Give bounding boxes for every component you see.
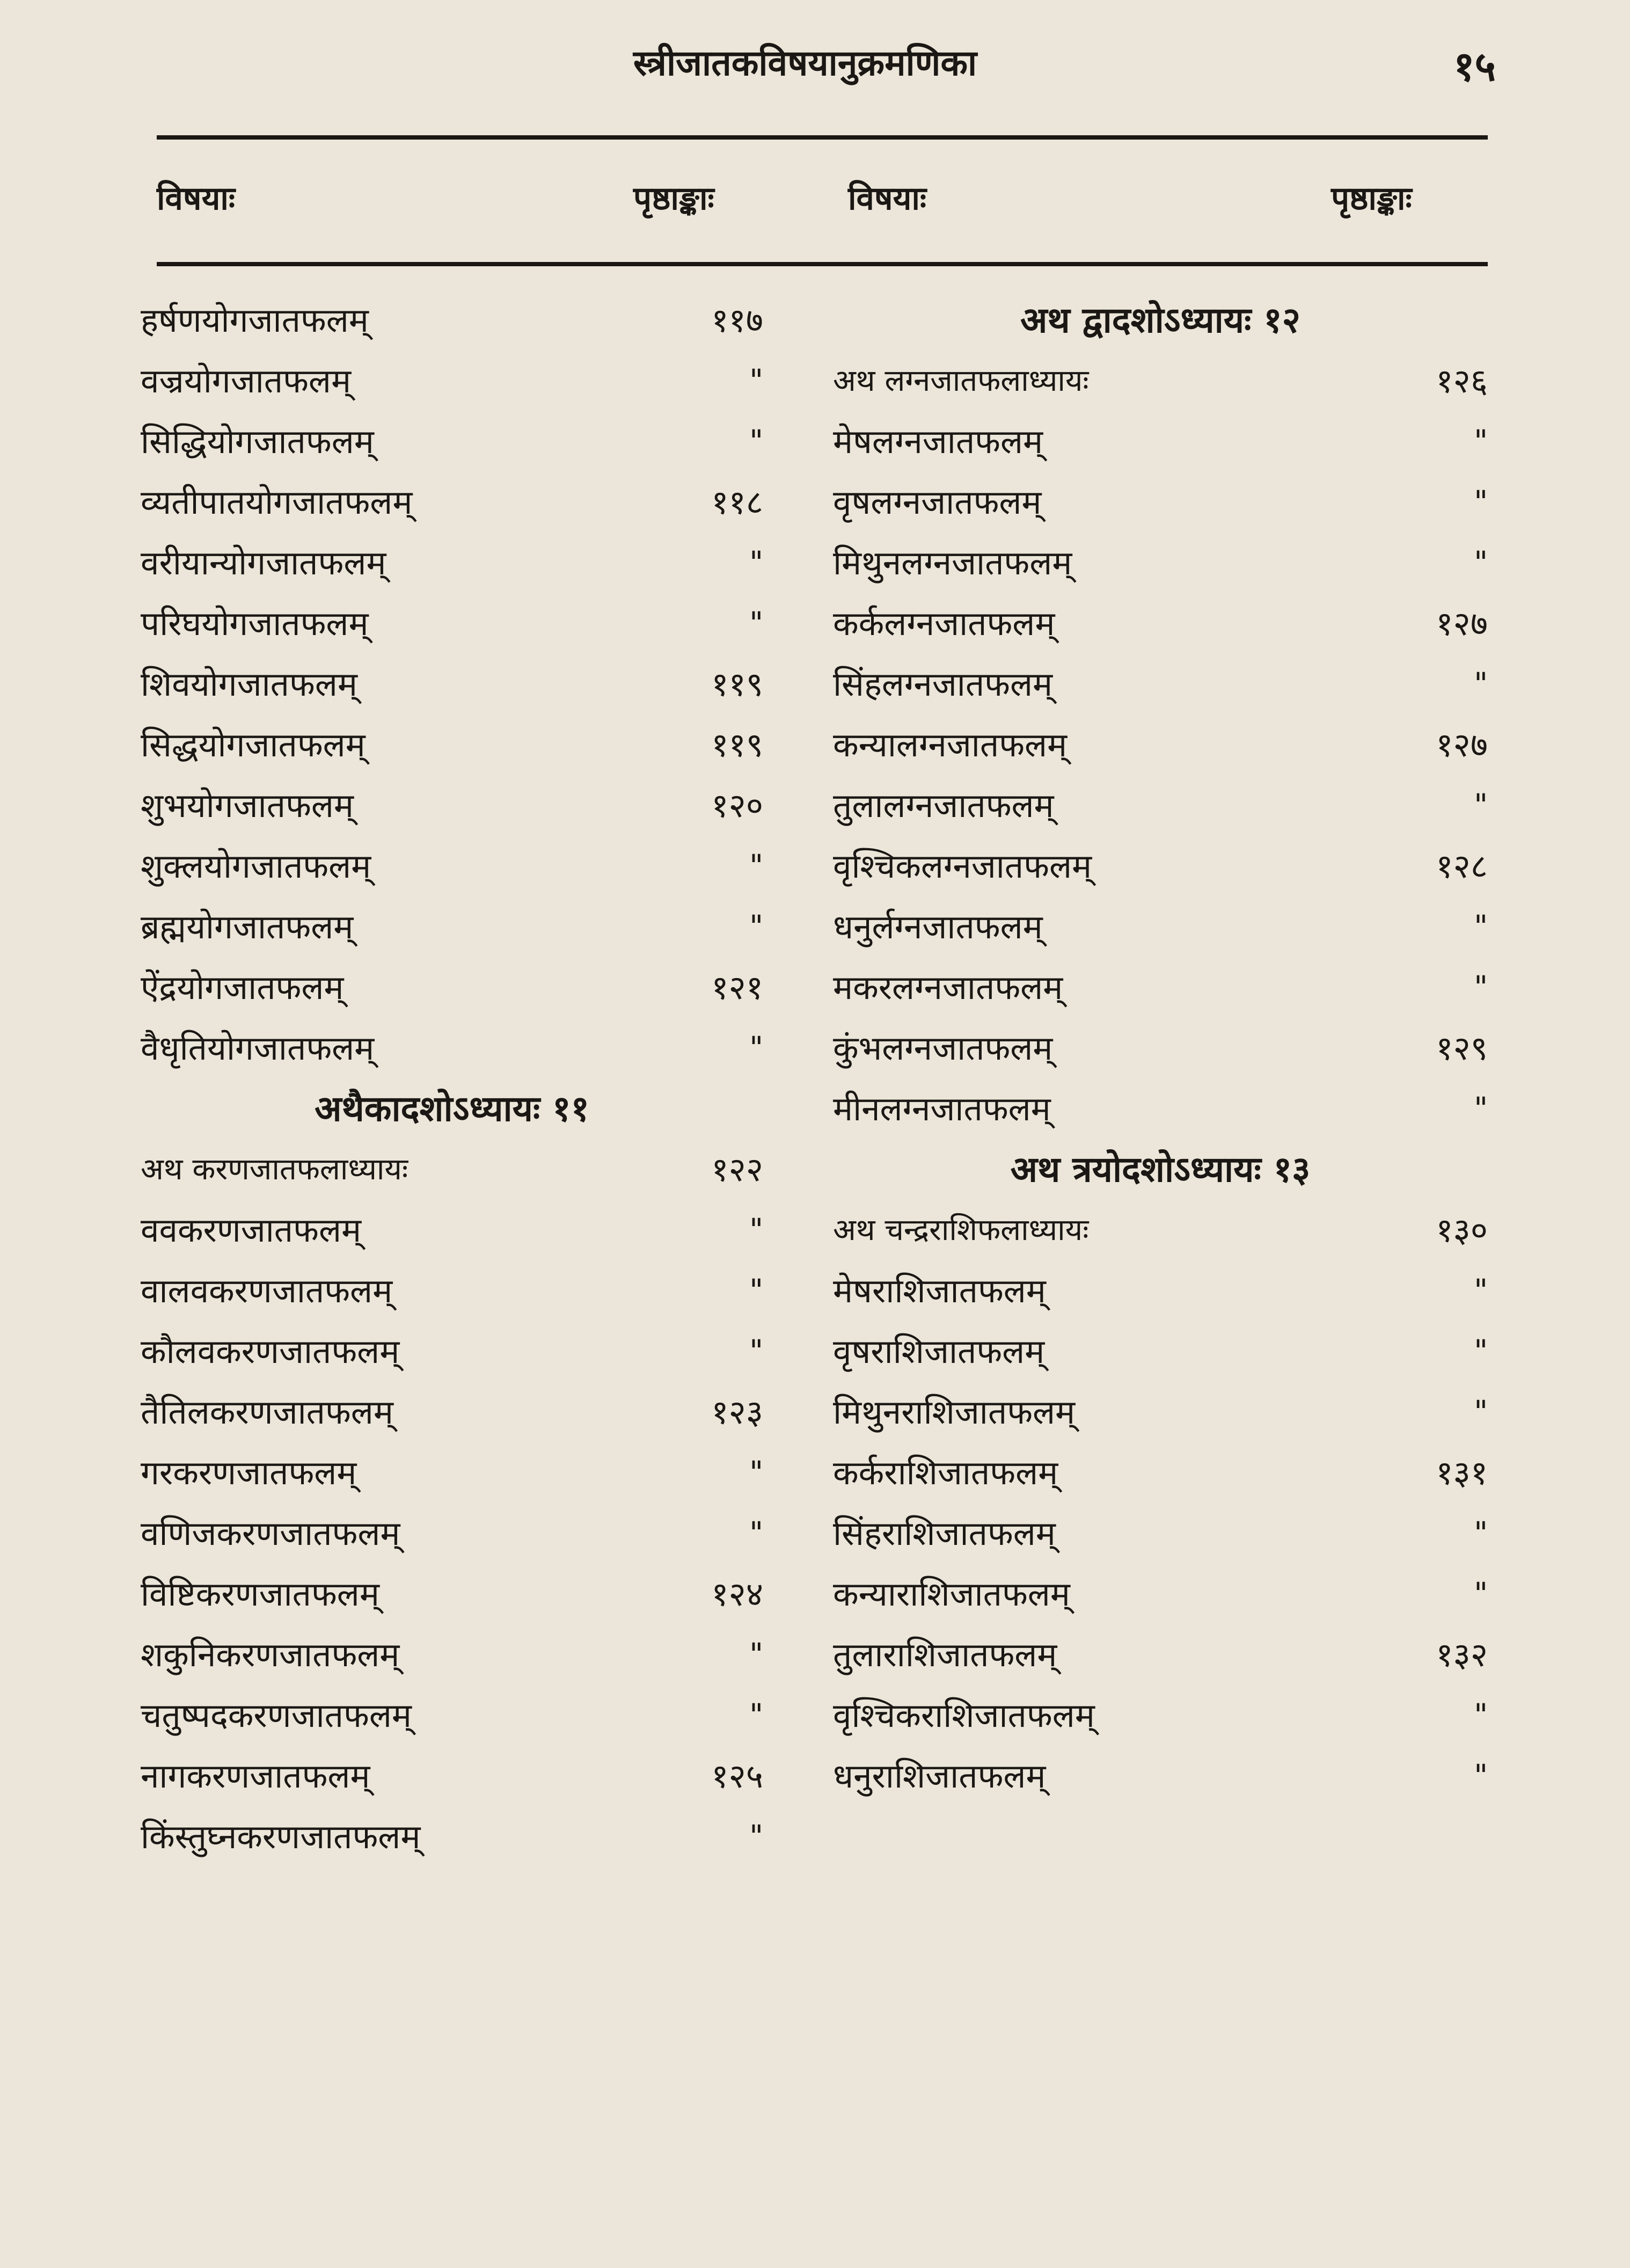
chapter-heading [833,1139,1488,1200]
entry-page-number: " [749,1819,763,1854]
toc-entry [141,896,763,957]
toc-entry [833,1746,1488,1806]
chapter-heading [141,1078,763,1139]
entry-title: सिद्धियोगजातफलम् [141,422,374,461]
toc-entry [833,1503,1488,1564]
entry-title: विष्टिकरणजातफलम् [141,1574,379,1614]
entry-page-number: " [749,1637,763,1672]
entry-page-number: १२० [711,786,763,825]
entry-title: हर्षणयोगजातफलम् [141,301,369,340]
chapter-title: अथैकादशोऽध्यायः ११ [315,1088,589,1129]
entry-page-number: " [749,1516,763,1551]
toc-entry [833,1685,1488,1746]
entry-title: अथ चन्द्रराशिफलाध्यायः [833,1213,1089,1248]
toc-entry [833,896,1488,957]
toc-entry [833,775,1488,836]
entry-page-number: " [749,1031,763,1066]
toc-entry [833,1442,1488,1503]
entry-title: किंस्तुघ्नकरणजातफलम् [141,1817,421,1856]
entry-title: शुभयोगजातफलम् [141,786,354,825]
toc-entry [141,775,763,836]
entry-title: मीनलग्नजातफलम् [833,1089,1051,1128]
toc-entry [141,836,763,896]
entry-page-number: " [1474,909,1488,944]
entry-page-number: १२९ [1436,1029,1488,1068]
entry-page-number: १३१ [1436,1453,1488,1492]
toc-entry [833,411,1488,472]
entry-page-number: " [1474,1759,1488,1793]
entry-page-number: " [749,545,763,580]
entry-title: मेषलग्नजातफलम् [833,422,1043,461]
right-column [833,290,1488,1806]
toc-entry [141,1018,763,1078]
entry-title: मिथुनराशिजातफलम् [833,1392,1076,1432]
entry-page-number: " [1474,1273,1488,1308]
entry-page-number: " [1474,1577,1488,1611]
entry-page-number: " [749,1213,763,1248]
entry-title: कन्याराशिजातफलम् [833,1574,1070,1614]
entry-page-number: " [1474,545,1488,580]
chapter-heading [833,290,1488,351]
entry-page-number: " [749,363,763,398]
entry-title: नागकरणजातफलम् [141,1756,370,1796]
entry-title: तुलाराशिजातफलम् [833,1635,1057,1674]
entry-title: कन्यालग्नजातफलम् [833,725,1068,764]
entry-title: शुक्लयोगजातफलम् [141,847,371,886]
toc-entry [141,351,763,411]
right-page-heading: पृष्ठाङ्काः [1331,180,1412,217]
top-rule [157,135,1488,140]
header-rule [157,262,1488,266]
toc-entry [141,593,763,654]
left-column [141,290,763,1867]
toc-entry [833,654,1488,714]
entry-title: वणिजकरणजातफलम् [141,1514,400,1553]
entry-title: वालवकरणजातफलम् [141,1271,393,1310]
toc-entry [833,836,1488,896]
toc-entry [141,533,763,593]
toc-entry [833,714,1488,775]
entry-page-number: " [1474,1334,1488,1369]
entry-page-number: " [749,1455,763,1490]
entry-title: सिंहराशिजातफलम् [833,1514,1056,1553]
toc-entry [833,1564,1488,1624]
entry-page-number: " [1474,667,1488,702]
toc-entry [141,1503,763,1564]
entry-page-number: १२१ [711,968,763,1007]
entry-title: परिघयोगजातफलम् [141,604,369,643]
entry-page-number: " [1474,1698,1488,1733]
toc-entry [141,654,763,714]
toc-entry [833,351,1488,411]
toc-entry [833,472,1488,533]
entry-title: धनुर्लग्नजातफलम् [833,907,1043,946]
entry-page-number: १३० [1436,1210,1488,1250]
page-title: स्त्रीजातकविषयानुक्रमणिका [633,42,977,84]
toc-entry [833,593,1488,654]
right-subject-heading: विषयाः [848,180,927,217]
entry-page-number: " [1474,1395,1488,1430]
entry-page-number: ११८ [711,483,763,522]
toc-entry [141,1200,763,1260]
entry-page-number: १२८ [1436,847,1488,886]
entry-page-number: १२२ [711,1150,763,1189]
entry-title: ववकरणजातफलम् [141,1210,362,1250]
toc-entry [141,1382,763,1442]
toc-entry [141,1442,763,1503]
toc-entry [833,1624,1488,1685]
entry-title: मिथुनलग्नजातफलम् [833,543,1072,582]
entry-page-number: " [749,606,763,641]
entry-page-number: १३२ [1436,1635,1488,1674]
entry-title: अथ लग्नजातफलाध्यायः [833,363,1089,398]
entry-title: कुंभलग्नजातफलम् [833,1029,1053,1068]
entry-page-number: १२३ [711,1392,763,1432]
toc-entry [833,533,1488,593]
toc-entry [141,1564,763,1624]
entry-title: कौलवकरणजातफलम् [141,1332,400,1371]
entry-title: शिवयोगजातफलम् [141,665,357,704]
entry-title: वृश्चिकलग्नजातफलम् [833,847,1092,886]
toc-entry [833,957,1488,1018]
entry-title: सिंहलग्नजातफलम् [833,665,1053,704]
entry-page-number: ११७ [711,301,763,340]
left-page-heading: पृष्ठाङ्काः [633,180,714,217]
toc-entry [833,1321,1488,1382]
toc-entry [833,1382,1488,1442]
entry-page-number: " [749,849,763,884]
toc-entry [833,1078,1488,1139]
entry-page-number: " [1474,970,1488,1005]
toc-entry [141,1806,763,1867]
entry-page-number: " [1474,1516,1488,1551]
toc-entry [833,1260,1488,1321]
entry-title: ब्रह्मयोगजातफलम् [141,907,354,946]
toc-entry [141,1260,763,1321]
entry-page-number: " [1474,424,1488,459]
entry-title: चतुष्पदकरणजातफलम् [141,1696,412,1735]
toc-entry [833,1200,1488,1260]
entry-title: तुलालग्नजातफलम् [833,786,1054,825]
entry-page-number: १२७ [1436,725,1488,764]
entry-title: मेषराशिजातफलम् [833,1271,1046,1310]
entry-page-number: ११९ [711,665,763,704]
entry-page-number: १२५ [711,1756,763,1796]
entry-title: व्यतीपातयोगजातफलम् [141,483,413,522]
toc-entry [141,1685,763,1746]
entry-page-number: १२७ [1436,604,1488,643]
entry-title: अथ करणजातफलाध्यायः [141,1152,408,1187]
entry-title: वृषराशिजातफलम् [833,1332,1045,1371]
entry-page-number: ११९ [711,725,763,764]
entry-page-number: " [1474,1091,1488,1126]
entry-title: मकरलग्नजातफलम् [833,968,1063,1007]
entry-page-number: १२६ [1436,361,1488,400]
entry-page-number: " [1474,788,1488,823]
entry-title: वरीयान्योगजातफलम् [141,543,386,582]
toc-entry [141,472,763,533]
entry-title: वज्रयोगजातफलम् [141,361,352,400]
entry-page-number: " [1474,485,1488,520]
chapter-title: अथ द्वादशोऽध्यायः १२ [1020,300,1300,341]
entry-title: शकुनिकरणजातफलम् [141,1635,400,1674]
toc-entry [141,957,763,1018]
entry-page-number: " [749,424,763,459]
entry-title: ऐंद्रयोगजातफलम् [141,968,344,1007]
entry-page-number: १२४ [711,1574,763,1614]
toc-entry [141,290,763,351]
toc-entry [141,411,763,472]
toc-entry [141,1139,763,1200]
entry-title: गरकरणजातफलम् [141,1453,357,1492]
toc-entry [833,1018,1488,1078]
toc-entry [141,1624,763,1685]
entry-title: कर्कराशिजातफलम् [833,1453,1058,1492]
toc-entry [141,1746,763,1806]
running-head [0,38,1630,97]
entry-title: वैधृतियोगजातफलम् [141,1029,375,1068]
entry-page-number: " [749,1334,763,1369]
entry-page-number: " [749,1273,763,1308]
entry-page-number: " [749,909,763,944]
entry-page-number: " [749,1698,763,1733]
page-number: १५ [1453,42,1496,90]
toc-entry [141,714,763,775]
entry-title: तैतिलकरणजातफलम् [141,1392,393,1432]
entry-title: वृषलग्नजातफलम् [833,483,1042,522]
entry-title: वृश्चिकराशिजातफलम् [833,1696,1095,1735]
entry-title: धनुराशिजातफलम् [833,1756,1046,1796]
entry-title: सिद्धयोगजातफलम् [141,725,366,764]
toc-entry [141,1321,763,1382]
left-subject-heading: विषयाः [157,180,236,217]
chapter-title: अथ त्रयोदशोऽध्यायः १३ [1010,1149,1311,1190]
entry-title: कर्कलग्नजातफलम् [833,604,1055,643]
